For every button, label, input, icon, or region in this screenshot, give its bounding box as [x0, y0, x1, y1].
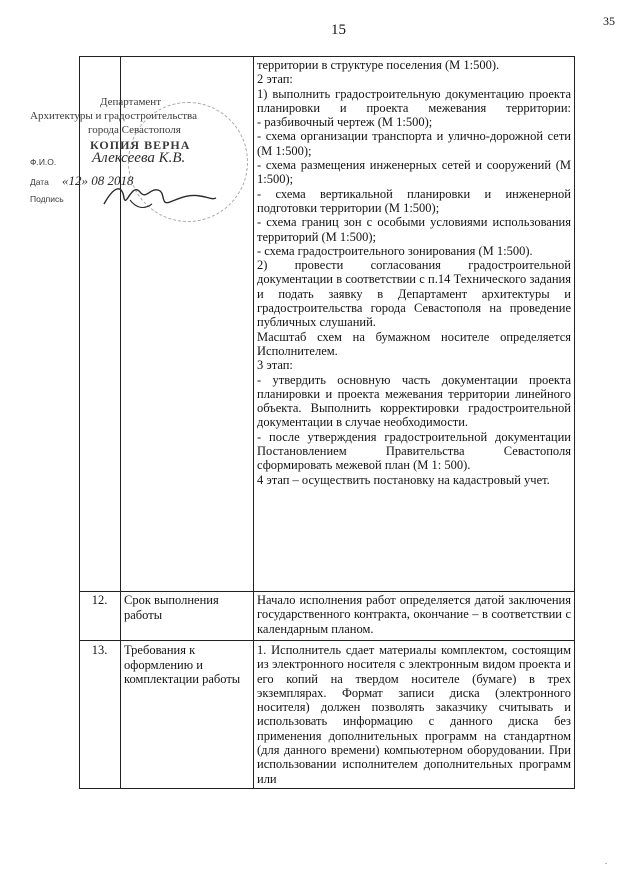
stamp-fio-label: Ф.И.О.	[30, 157, 57, 167]
paragraph: - схема размещения инженерных сетей и сооружений (М 1:500);	[257, 158, 571, 187]
handwritten-signature	[100, 178, 220, 214]
continuation-row-content	[257, 58, 571, 487]
paragraph: 4 этап – осуществить постановку на кадастровый учет.	[257, 472, 550, 487]
column-divider-label	[253, 56, 254, 789]
row-content	[257, 643, 571, 786]
stamp-fio-value: Алексеева К.В.	[92, 150, 186, 166]
stamp-organization: Архитектуры и градостроительства	[30, 110, 197, 122]
paragraph: Начало исполнения работ определяется датой заключения государственного контракта, окончание – в соответствии с календарным планом.	[257, 593, 571, 636]
paragraph: - схема вертикальной планировки и инженерной подготовки территории (М 1:500);	[257, 186, 571, 215]
corner-mark: .	[605, 857, 607, 866]
row-label: Требования к оформлению и комплектации работы	[124, 643, 241, 686]
stamp-date-label: Дата	[30, 177, 49, 187]
row-divider-13	[79, 640, 575, 641]
stamp-copy-certified: КОПИЯ ВЕРНА	[90, 138, 191, 152]
paragraph: 1. Исполнитель сдает материалы комплектом, состоящим из электронного носителя с электронным видом проекта и его копий на твердом носителе (бумаге) в трех экземплярах. Формат записи диска (электронного носителя) должен позволять заказчику считывать и использовать информацию с данного диска без применения дополнительных программ на стандартном (для данного времени) компьютерном оборудовании. При использовании исполнителем дополнительных программ или	[257, 643, 571, 786]
paragraph: 3 этап:	[257, 358, 293, 373]
paragraph: - после утверждения градостроительной документации Постановлением Правительства Севастополя сформировать межевой план (М 1: 500).	[257, 429, 571, 473]
paragraph: территории в структуре поселения (М 1:500).	[257, 58, 500, 72]
row-number: 12.	[91, 593, 108, 607]
corner-page-number: 35	[603, 14, 615, 28]
page-number: 15	[331, 22, 346, 38]
stamp-city: города Севастополя	[88, 124, 181, 136]
row-divider-12	[79, 591, 575, 592]
paragraph: - схема градостроительного зонирования (М 1:500).	[257, 243, 533, 258]
paragraph: 1) выполнить градостроительную документацию проекта планировки и проекта межевания территории:	[257, 86, 571, 115]
paragraph: 2) провести согласования градостроительной документации в соответствии с п.14 Технического задания и подать заявку в Департамент архитектуры и градостроительства города Севастополя на проведение публичных слушаний.	[257, 258, 571, 330]
row-number: 13.	[91, 643, 108, 657]
stamp-department: Департамент	[100, 96, 162, 108]
paragraph: - разбивочный чертеж (М 1:500);	[257, 115, 433, 130]
paragraph: - утвердить основную часть документации проекта планировки и проекта межевания территории линейного объекта. Выполнить корректировки градостроительной документации в случае необходимости.	[257, 372, 571, 430]
paragraph: - схема границ зон с особыми условиями использования территорий (М 1:500);	[257, 215, 571, 244]
paragraph: 2 этап:	[257, 72, 293, 87]
row-label: Срок выполнения работы	[124, 593, 219, 622]
paragraph: Масштаб схем на бумажном носителе определяется Исполнителем.	[257, 329, 571, 358]
stamp-date-value: «12» 08 2018	[62, 173, 134, 188]
row-content	[257, 593, 571, 636]
stamp-signature-label: Подпись	[30, 194, 64, 204]
paragraph: - схема организации транспорта и улично-дорожной сети (М 1:500);	[257, 129, 571, 158]
